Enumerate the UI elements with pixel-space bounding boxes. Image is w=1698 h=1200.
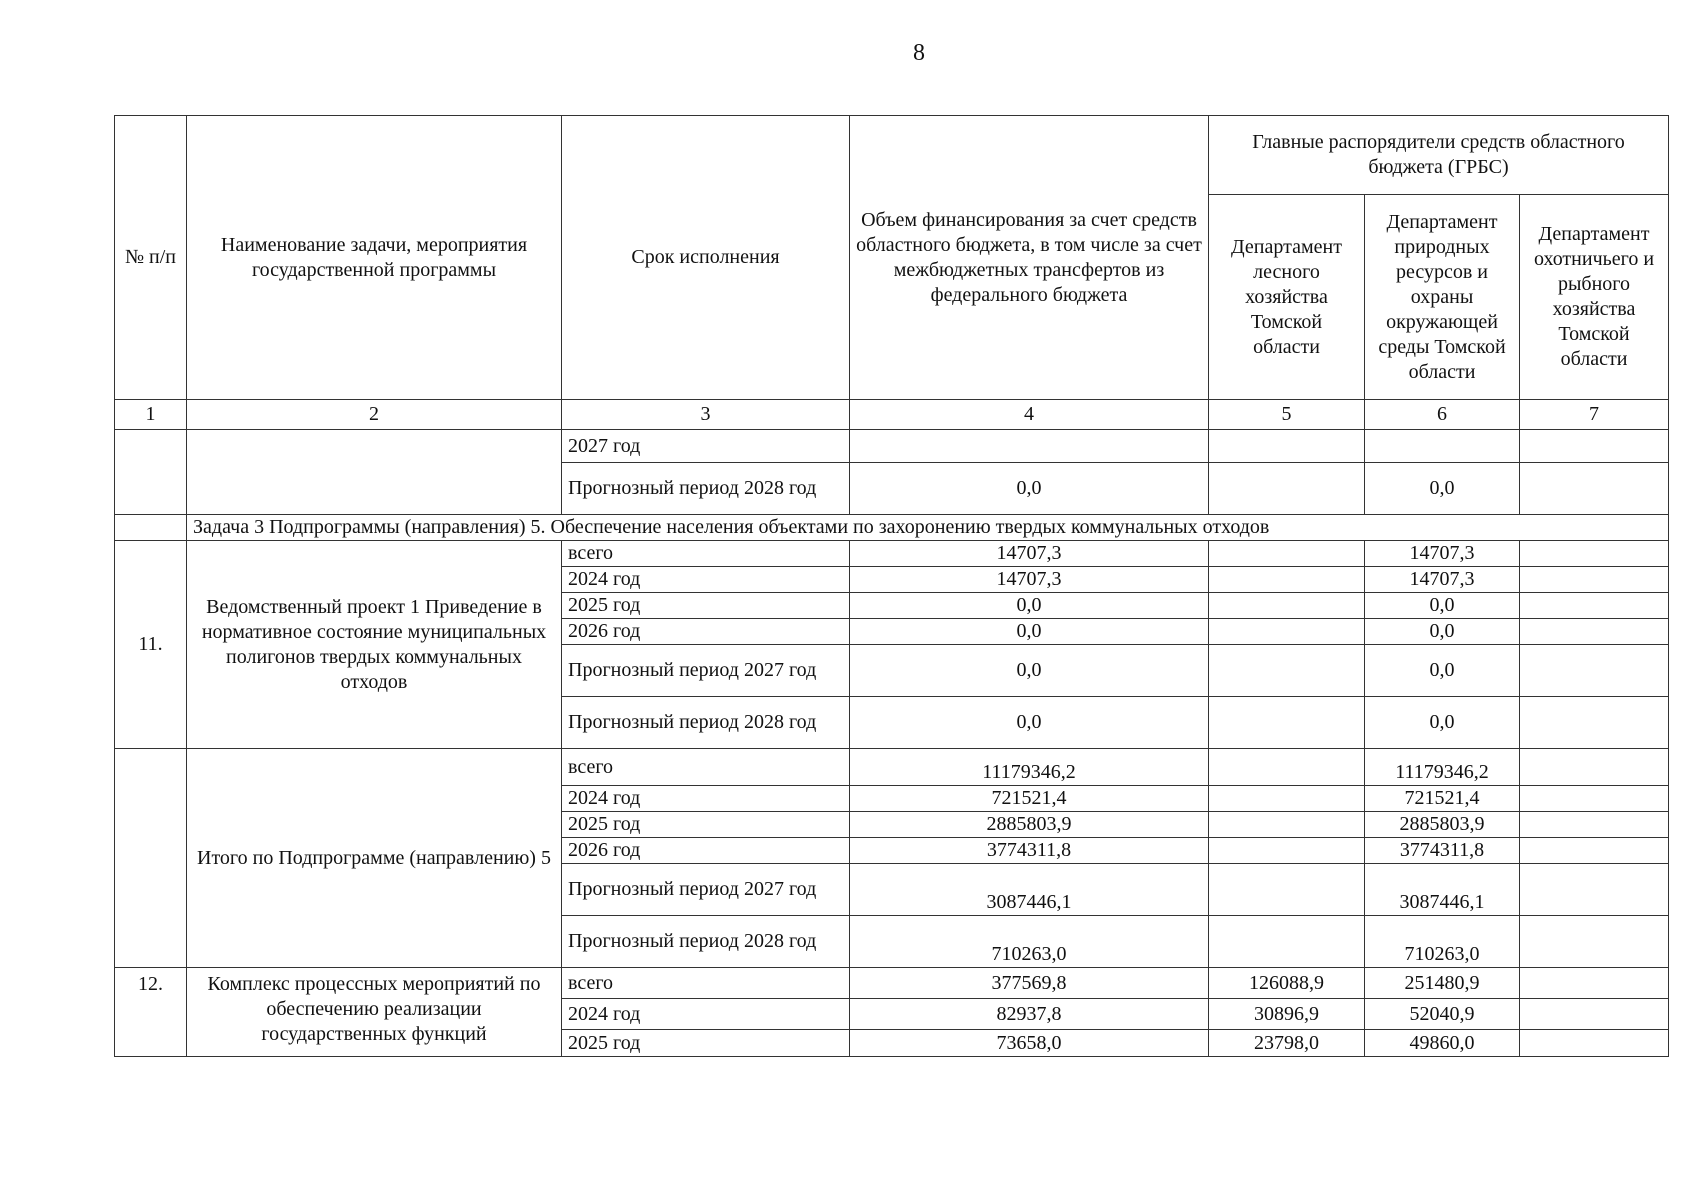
column-number-row bbox=[115, 400, 1669, 430]
header-dept-forest: Департамент лесного хозяйства Томской области bbox=[1209, 195, 1365, 400]
row-dept6: 11179346,2 bbox=[1365, 749, 1520, 786]
row-volume: 3087446,1 bbox=[850, 864, 1209, 916]
row-dept6 bbox=[1365, 430, 1520, 463]
row-dept7 bbox=[1520, 619, 1669, 645]
row-dept5 bbox=[1209, 697, 1365, 749]
row-dept6: 0,0 bbox=[1365, 645, 1520, 697]
column-number: 5 bbox=[1209, 400, 1365, 430]
task-num bbox=[115, 515, 187, 541]
row-dept5 bbox=[1209, 786, 1365, 812]
row-dept7 bbox=[1520, 593, 1669, 619]
row-period: Прогнозный период 2027 год bbox=[562, 864, 850, 916]
row-period: 2026 год bbox=[562, 619, 850, 645]
row-dept5 bbox=[1209, 838, 1365, 864]
row-dept7 bbox=[1520, 968, 1669, 999]
row-volume: 0,0 bbox=[850, 697, 1209, 749]
row-period: Прогнозный период 2028 год bbox=[562, 697, 850, 749]
page-number: 8 bbox=[913, 40, 925, 66]
column-number: 2 bbox=[187, 400, 562, 430]
row-period: 2024 год bbox=[562, 999, 850, 1030]
row-num: 11. bbox=[115, 541, 187, 749]
column-number: 4 bbox=[850, 400, 1209, 430]
row-volume: 710263,0 bbox=[850, 916, 1209, 968]
row-num: 12. bbox=[115, 968, 187, 1057]
header-grbs: Главные распорядители средств областного бюджета (ГРБС) bbox=[1209, 116, 1669, 195]
header-num: № п/п bbox=[115, 116, 187, 400]
row-period: всего bbox=[562, 968, 850, 999]
row-dept5 bbox=[1209, 916, 1365, 968]
row-dept7 bbox=[1520, 463, 1669, 515]
row-dept7 bbox=[1520, 697, 1669, 749]
row-dept7 bbox=[1520, 645, 1669, 697]
row-volume: 11179346,2 bbox=[850, 749, 1209, 786]
row-dept6: 710263,0 bbox=[1365, 916, 1520, 968]
row-dept6: 14707,3 bbox=[1365, 541, 1520, 567]
row-volume: 0,0 bbox=[850, 619, 1209, 645]
row-period: Прогнозный период 2027 год bbox=[562, 645, 850, 697]
row-dept5 bbox=[1209, 567, 1365, 593]
row-period: 2024 год bbox=[562, 786, 850, 812]
row-dept7 bbox=[1520, 864, 1669, 916]
row-name bbox=[187, 430, 562, 515]
row-num bbox=[115, 749, 187, 968]
row-volume: 14707,3 bbox=[850, 541, 1209, 567]
row-dept7 bbox=[1520, 1030, 1669, 1057]
row-dept7 bbox=[1520, 916, 1669, 968]
header-row-1 bbox=[115, 116, 1669, 195]
row-dept6: 3774311,8 bbox=[1365, 838, 1520, 864]
row-dept6: 251480,9 bbox=[1365, 968, 1520, 999]
table-row bbox=[115, 541, 1669, 567]
row-dept6: 0,0 bbox=[1365, 619, 1520, 645]
header-dept-hunting: Департамент охотничьего и рыбного хозяйства Томской области bbox=[1520, 195, 1669, 400]
row-volume: 721521,4 bbox=[850, 786, 1209, 812]
row-period: Прогнозный период 2028 год bbox=[562, 463, 850, 515]
header-period: Срок исполнения bbox=[562, 116, 850, 400]
header-volume: Объем финансирования за счет средств областного бюджета, в том числе за счет межбюджетных трансфертов из федерального бюджета bbox=[850, 116, 1209, 400]
task-row bbox=[115, 515, 1669, 541]
column-number: 6 bbox=[1365, 400, 1520, 430]
row-dept5 bbox=[1209, 541, 1365, 567]
row-period: всего bbox=[562, 541, 850, 567]
row-dept7 bbox=[1520, 749, 1669, 786]
row-period: 2025 год bbox=[562, 593, 850, 619]
row-volume: 73658,0 bbox=[850, 1030, 1209, 1057]
row-dept5 bbox=[1209, 619, 1365, 645]
row-dept7 bbox=[1520, 567, 1669, 593]
row-period: 2025 год bbox=[562, 812, 850, 838]
row-dept6: 3087446,1 bbox=[1365, 864, 1520, 916]
column-number: 1 bbox=[115, 400, 187, 430]
row-dept5: 126088,9 bbox=[1209, 968, 1365, 999]
row-period: всего bbox=[562, 749, 850, 786]
row-dept5 bbox=[1209, 749, 1365, 786]
column-number: 7 bbox=[1520, 400, 1669, 430]
row-volume: 0,0 bbox=[850, 463, 1209, 515]
row-name: Итого по Подпрограмме (направлению) 5 bbox=[187, 749, 562, 968]
row-dept7 bbox=[1520, 430, 1669, 463]
row-dept5 bbox=[1209, 430, 1365, 463]
row-dept7 bbox=[1520, 838, 1669, 864]
row-dept5 bbox=[1209, 812, 1365, 838]
row-volume: 377569,8 bbox=[850, 968, 1209, 999]
row-dept6: 0,0 bbox=[1365, 463, 1520, 515]
row-dept5: 30896,9 bbox=[1209, 999, 1365, 1030]
header-name: Наименование задачи, мероприятия государственной программы bbox=[187, 116, 562, 400]
row-volume bbox=[850, 430, 1209, 463]
table-row bbox=[115, 968, 1669, 999]
row-dept7 bbox=[1520, 786, 1669, 812]
row-volume: 0,0 bbox=[850, 593, 1209, 619]
row-period: Прогнозный период 2028 год bbox=[562, 916, 850, 968]
row-dept5 bbox=[1209, 593, 1365, 619]
row-dept6: 49860,0 bbox=[1365, 1030, 1520, 1057]
row-period: 2026 год bbox=[562, 838, 850, 864]
row-dept5: 23798,0 bbox=[1209, 1030, 1365, 1057]
row-volume: 0,0 bbox=[850, 645, 1209, 697]
row-dept6: 0,0 bbox=[1365, 697, 1520, 749]
task-title: Задача 3 Подпрограммы (направления) 5. Обеспечение населения объектами по захоронению твердых коммунальных отходов bbox=[187, 515, 1669, 541]
row-dept6: 0,0 bbox=[1365, 593, 1520, 619]
table-row bbox=[115, 430, 1669, 463]
row-dept6: 2885803,9 bbox=[1365, 812, 1520, 838]
row-dept5 bbox=[1209, 645, 1365, 697]
column-number: 3 bbox=[562, 400, 850, 430]
table-row bbox=[115, 749, 1669, 786]
row-name: Комплекс процессных мероприятий по обеспечению реализации государственных функций bbox=[187, 968, 562, 1057]
row-period: 2024 год bbox=[562, 567, 850, 593]
row-dept6: 721521,4 bbox=[1365, 786, 1520, 812]
row-name: Ведомственный проект 1 Приведение в нормативное состояние муниципальных полигонов твердых коммунальных отходов bbox=[187, 541, 562, 749]
row-dept5 bbox=[1209, 864, 1365, 916]
row-volume: 2885803,9 bbox=[850, 812, 1209, 838]
row-volume: 3774311,8 bbox=[850, 838, 1209, 864]
row-period: 2025 год bbox=[562, 1030, 850, 1057]
row-dept5 bbox=[1209, 463, 1365, 515]
financing-table bbox=[114, 115, 1669, 1057]
row-volume: 14707,3 bbox=[850, 567, 1209, 593]
row-dept7 bbox=[1520, 541, 1669, 567]
row-dept6: 52040,9 bbox=[1365, 999, 1520, 1030]
row-volume: 82937,8 bbox=[850, 999, 1209, 1030]
row-num bbox=[115, 430, 187, 515]
row-period: 2027 год bbox=[562, 430, 850, 463]
row-dept7 bbox=[1520, 812, 1669, 838]
row-dept7 bbox=[1520, 999, 1669, 1030]
header-dept-nature: Департамент природных ресурсов и охраны окружающей среды Томской области bbox=[1365, 195, 1520, 400]
row-dept6: 14707,3 bbox=[1365, 567, 1520, 593]
